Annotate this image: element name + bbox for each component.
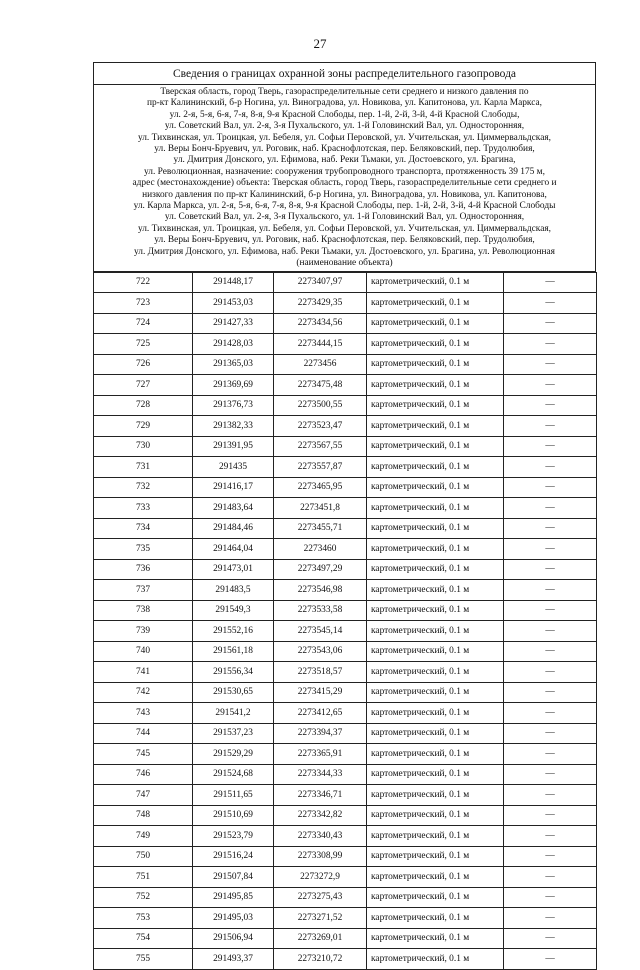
method-cell: картометрический, 0.1 м [367, 293, 504, 314]
note-cell: — [504, 949, 597, 970]
method-cell: картометрический, 0.1 м [367, 395, 504, 416]
point-number-cell: 738 [94, 600, 193, 621]
description-line: ул. Дмитрия Донского, ул. Ефимова, наб. Реки Тьмаки, ул. Достоевского, ул. Брагина, [173, 155, 516, 166]
point-number-cell: 751 [94, 867, 193, 888]
method-cell: картометрический, 0.1 м [367, 908, 504, 929]
method-cell: картометрический, 0.1 м [367, 539, 504, 560]
note-cell: — [504, 846, 597, 867]
coordinates-table [93, 272, 597, 970]
point-number-cell: 753 [94, 908, 193, 929]
x-coordinate-cell: 291416,17 [193, 477, 274, 498]
method-cell: картометрический, 0.1 м [367, 723, 504, 744]
table-row [94, 354, 597, 375]
table-row [94, 641, 597, 662]
table-row [94, 867, 597, 888]
y-coordinate-cell: 2273275,43 [274, 887, 367, 908]
description-line: ул. Революционная, назначение: сооружения трубопроводного транспорта, протяженность 39 175 м, [144, 166, 545, 177]
x-coordinate-cell: 291510,69 [193, 805, 274, 826]
y-coordinate-cell: 2273497,29 [274, 559, 367, 580]
y-coordinate-cell: 2273429,35 [274, 293, 367, 314]
method-cell: картометрический, 0.1 м [367, 641, 504, 662]
document-sheet [93, 62, 596, 970]
y-coordinate-cell: 2273415,29 [274, 682, 367, 703]
note-cell: — [504, 313, 597, 334]
method-cell: картометрический, 0.1 м [367, 744, 504, 765]
y-coordinate-cell: 2273444,15 [274, 334, 367, 355]
x-coordinate-cell: 291369,69 [193, 375, 274, 396]
note-cell: — [504, 682, 597, 703]
note-cell: — [504, 354, 597, 375]
note-cell: — [504, 703, 597, 724]
note-cell: — [504, 887, 597, 908]
table-row [94, 457, 597, 478]
method-cell: картометрический, 0.1 м [367, 682, 504, 703]
note-cell: — [504, 641, 597, 662]
y-coordinate-cell: 2273272,9 [274, 867, 367, 888]
description-line: ул. Советский Вал, ул. 2-я, 3-я Пухальского, ул. 1-й Головинский Вал, ул. Односторонняя, [164, 212, 525, 223]
table-row [94, 723, 597, 744]
point-number-cell: 726 [94, 354, 193, 375]
method-cell: картометрический, 0.1 м [367, 354, 504, 375]
y-coordinate-cell: 2273407,97 [274, 272, 367, 293]
y-coordinate-cell: 2273543,06 [274, 641, 367, 662]
note-cell: — [504, 805, 597, 826]
x-coordinate-cell: 291507,84 [193, 867, 274, 888]
y-coordinate-cell: 2273412,65 [274, 703, 367, 724]
x-coordinate-cell: 291506,94 [193, 928, 274, 949]
y-coordinate-cell: 2273269,01 [274, 928, 367, 949]
x-coordinate-cell: 291435 [193, 457, 274, 478]
x-coordinate-cell: 291530,65 [193, 682, 274, 703]
table-row [94, 908, 597, 929]
point-number-cell: 731 [94, 457, 193, 478]
y-coordinate-cell: 2273340,43 [274, 826, 367, 847]
description-line: низкого давления по пр-кт Калининский, б-р Ногина, ул. Виноградова, ул. Новикова, ул. Капитонова, [142, 189, 547, 200]
y-coordinate-cell: 2273460 [274, 539, 367, 560]
table-row [94, 313, 597, 334]
note-cell: — [504, 477, 597, 498]
note-cell: — [504, 334, 597, 355]
description-line: ул. 2-я, 5-я, 6-я, 7-я, 8-я, 9-я Красной Слободы, пер. 1-й, 2-й, 3-й, 4-й Красной Слободы, [169, 109, 520, 120]
point-number-cell: 723 [94, 293, 193, 314]
note-cell: — [504, 662, 597, 683]
note-cell: — [504, 395, 597, 416]
point-number-cell: 741 [94, 662, 193, 683]
note-cell: — [504, 744, 597, 765]
x-coordinate-cell: 291529,29 [193, 744, 274, 765]
point-number-cell: 745 [94, 744, 193, 765]
note-cell: — [504, 908, 597, 929]
point-number-cell: 755 [94, 949, 193, 970]
point-number-cell: 734 [94, 518, 193, 539]
y-coordinate-cell: 2273365,91 [274, 744, 367, 765]
description-line: ул. Карла Маркса, ул. 2-я, 5-я, 6-я, 7-я, 8-я, 9-я Красной Слободы, пер. 1-й, 2-й, 3-й, 4-й Красной Слободы [133, 201, 556, 212]
y-coordinate-cell: 2273455,71 [274, 518, 367, 539]
point-number-cell: 724 [94, 313, 193, 334]
y-coordinate-cell: 2273394,37 [274, 723, 367, 744]
table-row [94, 272, 597, 293]
note-cell: — [504, 272, 597, 293]
note-cell: — [504, 416, 597, 437]
y-coordinate-cell: 2273567,55 [274, 436, 367, 457]
x-coordinate-cell: 291516,24 [193, 846, 274, 867]
table-row [94, 539, 597, 560]
point-number-cell: 739 [94, 621, 193, 642]
table-row [94, 580, 597, 601]
table-row [94, 785, 597, 806]
table-row [94, 621, 597, 642]
x-coordinate-cell: 291427,33 [193, 313, 274, 334]
x-coordinate-cell: 291495,03 [193, 908, 274, 929]
x-coordinate-cell: 291523,79 [193, 826, 274, 847]
document-title: Сведения о границах охранной зоны распределительного газопровода [93, 62, 596, 85]
method-cell: картометрический, 0.1 м [367, 498, 504, 519]
method-cell: картометрический, 0.1 м [367, 375, 504, 396]
x-coordinate-cell: 291464,04 [193, 539, 274, 560]
method-cell: картометрический, 0.1 м [367, 662, 504, 683]
point-number-cell: 743 [94, 703, 193, 724]
point-number-cell: 754 [94, 928, 193, 949]
note-cell: — [504, 580, 597, 601]
y-coordinate-cell: 2273546,98 [274, 580, 367, 601]
table-row [94, 477, 597, 498]
method-cell: картометрический, 0.1 м [367, 600, 504, 621]
x-coordinate-cell: 291511,65 [193, 785, 274, 806]
note-cell: — [504, 600, 597, 621]
method-cell: картометрический, 0.1 м [367, 477, 504, 498]
y-coordinate-cell: 2273346,71 [274, 785, 367, 806]
method-cell: картометрический, 0.1 м [367, 826, 504, 847]
point-number-cell: 727 [94, 375, 193, 396]
point-number-cell: 747 [94, 785, 193, 806]
y-coordinate-cell: 2273475,48 [274, 375, 367, 396]
method-cell: картометрический, 0.1 м [367, 764, 504, 785]
table-row [94, 334, 597, 355]
description-line: (наименование объекта) [296, 258, 393, 269]
note-cell: — [504, 457, 597, 478]
y-coordinate-cell: 2273456 [274, 354, 367, 375]
table-row [94, 395, 597, 416]
note-cell: — [504, 621, 597, 642]
note-cell: — [504, 867, 597, 888]
note-cell: — [504, 826, 597, 847]
table-row [94, 805, 597, 826]
x-coordinate-cell: 291537,23 [193, 723, 274, 744]
point-number-cell: 732 [94, 477, 193, 498]
x-coordinate-cell: 291493,37 [193, 949, 274, 970]
point-number-cell: 750 [94, 846, 193, 867]
x-coordinate-cell: 291428,03 [193, 334, 274, 355]
table-row [94, 662, 597, 683]
note-cell: — [504, 764, 597, 785]
table-row [94, 682, 597, 703]
x-coordinate-cell: 291448,17 [193, 272, 274, 293]
x-coordinate-cell: 291382,33 [193, 416, 274, 437]
note-cell: — [504, 539, 597, 560]
point-number-cell: 728 [94, 395, 193, 416]
table-row [94, 375, 597, 396]
x-coordinate-cell: 291552,16 [193, 621, 274, 642]
y-coordinate-cell: 2273557,87 [274, 457, 367, 478]
point-number-cell: 725 [94, 334, 193, 355]
point-number-cell: 722 [94, 272, 193, 293]
table-row [94, 928, 597, 949]
table-row [94, 949, 597, 970]
method-cell: картометрический, 0.1 м [367, 928, 504, 949]
table-row [94, 416, 597, 437]
method-cell: картометрический, 0.1 м [367, 272, 504, 293]
point-number-cell: 742 [94, 682, 193, 703]
y-coordinate-cell: 2273518,57 [274, 662, 367, 683]
point-number-cell: 749 [94, 826, 193, 847]
y-coordinate-cell: 2273465,95 [274, 477, 367, 498]
note-cell: — [504, 928, 597, 949]
table-row [94, 559, 597, 580]
x-coordinate-cell: 291365,03 [193, 354, 274, 375]
point-number-cell: 744 [94, 723, 193, 744]
description-line: ул. Тихвинская, ул. Троицкая, ул. Бебеля, ул. Софьи Перовской, ул. Учительская, ул. Циммервальдская, [137, 223, 552, 234]
method-cell: картометрический, 0.1 м [367, 949, 504, 970]
x-coordinate-cell: 291376,73 [193, 395, 274, 416]
x-coordinate-cell: 291483,64 [193, 498, 274, 519]
x-coordinate-cell: 291524,68 [193, 764, 274, 785]
method-cell: картометрический, 0.1 м [367, 846, 504, 867]
note-cell: — [504, 375, 597, 396]
y-coordinate-cell: 2273210,72 [274, 949, 367, 970]
method-cell: картометрический, 0.1 м [367, 621, 504, 642]
description-line: пр-кт Калининский, б-р Ногина, ул. Виноградова, ул. Новикова, ул. Капитонова, ул. Карла Маркса, [146, 98, 543, 109]
point-number-cell: 733 [94, 498, 193, 519]
table-row [94, 600, 597, 621]
point-number-cell: 746 [94, 764, 193, 785]
x-coordinate-cell: 291484,46 [193, 518, 274, 539]
point-number-cell: 748 [94, 805, 193, 826]
method-cell: картометрический, 0.1 м [367, 416, 504, 437]
page-number: 27 [313, 36, 327, 51]
table-row [94, 498, 597, 519]
method-cell: картометрический, 0.1 м [367, 313, 504, 334]
method-cell: картометрический, 0.1 м [367, 867, 504, 888]
x-coordinate-cell: 291561,18 [193, 641, 274, 662]
y-coordinate-cell: 2273451,8 [274, 498, 367, 519]
point-number-cell: 752 [94, 887, 193, 908]
method-cell: картометрический, 0.1 м [367, 785, 504, 806]
table-row [94, 887, 597, 908]
y-coordinate-cell: 2273344,33 [274, 764, 367, 785]
table-row [94, 703, 597, 724]
note-cell: — [504, 723, 597, 744]
x-coordinate-cell: 291541,2 [193, 703, 274, 724]
table-row [94, 744, 597, 765]
note-cell: — [504, 498, 597, 519]
point-number-cell: 730 [94, 436, 193, 457]
y-coordinate-cell: 2273523,47 [274, 416, 367, 437]
note-cell: — [504, 785, 597, 806]
y-coordinate-cell: 2273500,55 [274, 395, 367, 416]
method-cell: картометрический, 0.1 м [367, 805, 504, 826]
note-cell: — [504, 436, 597, 457]
table-row [94, 846, 597, 867]
table-row [94, 826, 597, 847]
description-line: адрес (местонахождение) объекта: Тверская область, город Тверь, газораспределительные сети среднего и [132, 178, 557, 189]
y-coordinate-cell: 2273545,14 [274, 621, 367, 642]
x-coordinate-cell: 291495,85 [193, 887, 274, 908]
table-row [94, 764, 597, 785]
x-coordinate-cell: 291453,03 [193, 293, 274, 314]
x-coordinate-cell: 291549,3 [193, 600, 274, 621]
description-line: ул. Советский Вал, ул. 2-я, 3-я Пухальского, ул. 1-й Головинский Вал, ул. Односторонняя, [164, 121, 525, 132]
method-cell: картометрический, 0.1 м [367, 703, 504, 724]
note-cell: — [504, 293, 597, 314]
x-coordinate-cell: 291483,5 [193, 580, 274, 601]
x-coordinate-cell: 291391,95 [193, 436, 274, 457]
note-cell: — [504, 559, 597, 580]
point-number-cell: 736 [94, 559, 193, 580]
method-cell: картометрический, 0.1 м [367, 887, 504, 908]
method-cell: картометрический, 0.1 м [367, 518, 504, 539]
x-coordinate-cell: 291556,34 [193, 662, 274, 683]
point-number-cell: 729 [94, 416, 193, 437]
description-line: Тверская область, город Тверь, газораспределительные сети среднего и низкого давления по [160, 87, 529, 97]
point-number-cell: 735 [94, 539, 193, 560]
x-coordinate-cell: 291473,01 [193, 559, 274, 580]
table-row [94, 518, 597, 539]
description-line: ул. Веры Бонч-Бруевич, ул. Роговик, наб. Краснофлотская, пер. Беляковский, пер. Трудолюбия, [154, 144, 535, 155]
y-coordinate-cell: 2273308,99 [274, 846, 367, 867]
method-cell: картометрический, 0.1 м [367, 457, 504, 478]
method-cell: картометрический, 0.1 м [367, 559, 504, 580]
point-number-cell: 737 [94, 580, 193, 601]
table-row [94, 436, 597, 457]
y-coordinate-cell: 2273434,56 [274, 313, 367, 334]
method-cell: картометрический, 0.1 м [367, 436, 504, 457]
y-coordinate-cell: 2273342,82 [274, 805, 367, 826]
method-cell: картометрический, 0.1 м [367, 580, 504, 601]
method-cell: картометрический, 0.1 м [367, 334, 504, 355]
point-number-cell: 740 [94, 641, 193, 662]
table-row [94, 293, 597, 314]
object-description [93, 85, 596, 272]
y-coordinate-cell: 2273533,58 [274, 600, 367, 621]
y-coordinate-cell: 2273271,52 [274, 908, 367, 929]
description-line: ул. Веры Бонч-Бруевич, ул. Роговик, наб. Краснофлотская, пер. Беляковский, пер. Трудолюбия, [154, 235, 535, 246]
description-line: ул. Дмитрия Донского, ул. Ефимова, наб. Реки Тьмаки, ул. Достоевского, ул. Брагина, ул. Революционная [134, 246, 555, 257]
note-cell: — [504, 518, 597, 539]
description-line: ул. Тихвинская, ул. Троицкая, ул. Бебеля, ул. Софьи Перовской, ул. Учительская, ул. Циммервальдская, [137, 132, 552, 143]
